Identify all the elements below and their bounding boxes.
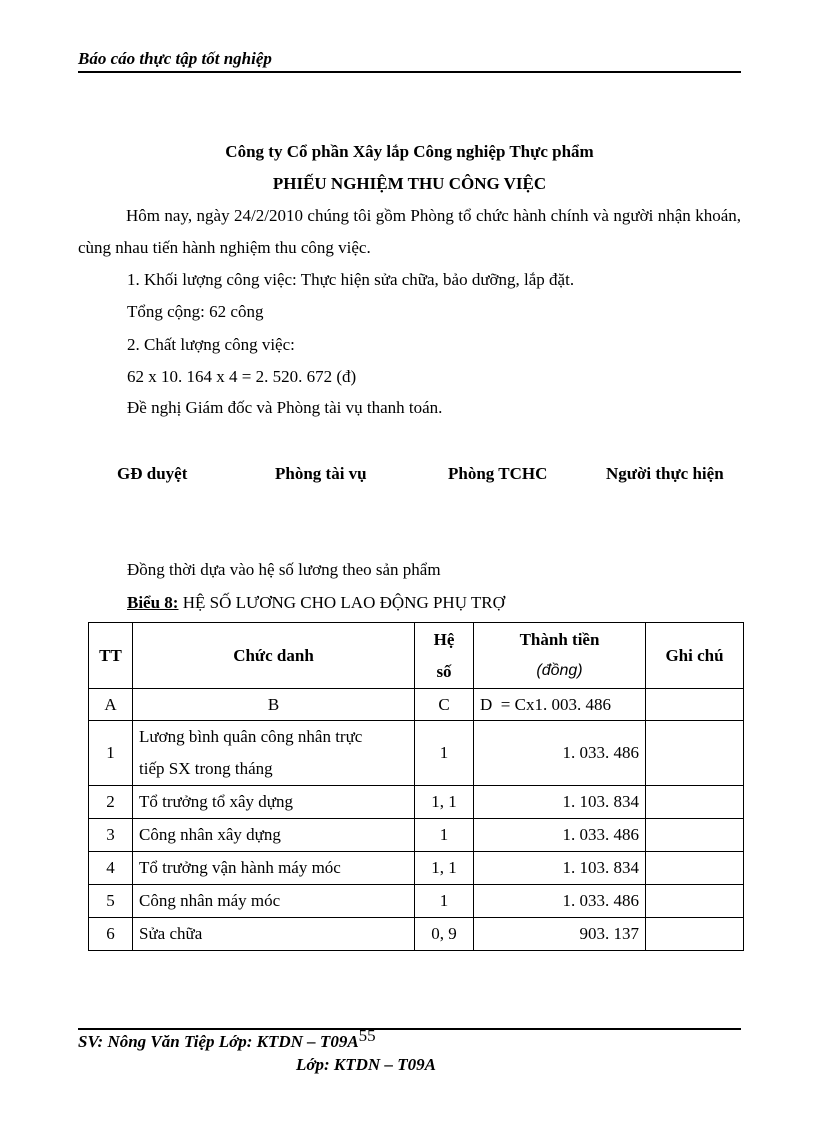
row-coefficient: 1 bbox=[415, 819, 474, 852]
signature-admin: Phòng TCHC bbox=[448, 464, 548, 483]
row-amount: 1. 033. 486 bbox=[474, 885, 646, 918]
row-tt: 1 bbox=[89, 721, 133, 786]
line-calculation: 62 x 10. 164 x 4 = 2. 520. 672 (đ) bbox=[127, 367, 357, 386]
row-title: Tổ trưởng tổ xây dựng bbox=[133, 786, 415, 819]
row-tt: 3 bbox=[89, 819, 133, 852]
code-d: D = Cx1. 003. 486 bbox=[474, 689, 646, 721]
header-coefficient-line2: số bbox=[436, 661, 452, 681]
header-notes: Ghi chú bbox=[646, 623, 744, 689]
signature-director: GĐ duyệt bbox=[117, 464, 188, 483]
row-title-line1: Lương bình quân công nhân trực bbox=[139, 727, 363, 746]
line-coefficient-basis: Đồng thời dựa vào hệ số lương theo sản phẩm bbox=[127, 560, 441, 579]
row-notes bbox=[646, 918, 744, 951]
footer-student-text: SV: Nông Văn Tiệp Lớp: KTDN – T09A bbox=[78, 1032, 359, 1051]
row-tt: 4 bbox=[89, 852, 133, 885]
row-coefficient: 1 bbox=[415, 721, 474, 786]
row-tt: 6 bbox=[89, 918, 133, 951]
row-coefficient: 1 bbox=[415, 885, 474, 918]
footer-student bbox=[78, 1026, 376, 1052]
line-quality: 2. Chất lượng công việc: bbox=[127, 335, 295, 354]
row-title: Công nhân máy móc bbox=[133, 885, 415, 918]
row-title: Tổ trưởng vận hành máy móc bbox=[133, 852, 415, 885]
line-request: Đề nghị Giám đốc và Phòng tài vụ thanh toán. bbox=[127, 398, 443, 417]
page-number: 55 bbox=[358, 1026, 376, 1045]
row-coefficient: 1, 1 bbox=[415, 786, 474, 819]
header-amount-label: Thành tiền bbox=[519, 630, 600, 649]
company-name: Công ty Cổ phần Xây lắp Công nghiệp Thực phẩm bbox=[225, 142, 594, 161]
row-coefficient: 1, 1 bbox=[415, 852, 474, 885]
salary-coefficient-table bbox=[88, 622, 744, 951]
row-amount: 1. 103. 834 bbox=[474, 786, 646, 819]
table-row bbox=[89, 786, 744, 819]
row-title-line2: tiếp SX trong tháng bbox=[139, 759, 273, 778]
header-tt: TT bbox=[89, 623, 133, 689]
table-row bbox=[89, 885, 744, 918]
header-amount bbox=[474, 623, 646, 689]
row-notes bbox=[646, 852, 744, 885]
table-header-row bbox=[89, 623, 744, 689]
row-title bbox=[133, 721, 415, 786]
row-amount: 1. 033. 486 bbox=[474, 721, 646, 786]
row-amount: 1. 103. 834 bbox=[474, 852, 646, 885]
table-row bbox=[89, 721, 744, 786]
document-title: PHIẾU NGHIỆM THU CÔNG VIỆC bbox=[272, 174, 547, 193]
row-notes bbox=[646, 885, 744, 918]
table-row bbox=[89, 918, 744, 951]
header-coefficient-line1: Hệ bbox=[433, 629, 455, 649]
table-caption bbox=[127, 593, 505, 613]
intro-paragraph: Hôm nay, ngày 24/2/2010 chúng tôi gồm Phòng tổ chức hành chính và người nhận khoán, cùng nhau tiến hành nghiệm thu công việc. bbox=[78, 206, 741, 257]
table-row bbox=[89, 852, 744, 885]
report-header-title: Báo cáo thực tập tốt nghiệp bbox=[78, 49, 272, 68]
row-title: Công nhân xây dựng bbox=[133, 819, 415, 852]
footer-rule bbox=[78, 1028, 741, 1030]
row-tt: 5 bbox=[89, 885, 133, 918]
table-code-row bbox=[89, 689, 744, 721]
code-a: A bbox=[89, 689, 133, 721]
header-title: Chức danh bbox=[133, 623, 415, 689]
code-c: C bbox=[415, 689, 474, 721]
signature-performer: Người thực hiện bbox=[606, 464, 724, 483]
header-rule bbox=[78, 71, 741, 73]
code-b: B bbox=[133, 689, 415, 721]
row-amount: 903. 137 bbox=[474, 918, 646, 951]
code-e bbox=[646, 689, 744, 721]
row-title: Sửa chữa bbox=[133, 918, 415, 951]
row-notes bbox=[646, 786, 744, 819]
table-row bbox=[89, 819, 744, 852]
footer-class: Lớp: KTDN – T09A bbox=[296, 1055, 436, 1074]
table-caption-label: Biểu 8: bbox=[127, 593, 179, 612]
row-notes bbox=[646, 819, 744, 852]
line-total: Tổng cộng: 62 công bbox=[127, 302, 264, 321]
row-notes bbox=[646, 721, 744, 786]
line-work-volume: 1. Khối lượng công việc: Thực hiện sửa chữa, bảo dưỡng, lắp đặt. bbox=[127, 270, 575, 289]
row-coefficient: 0, 9 bbox=[415, 918, 474, 951]
header-amount-unit: (đồng) bbox=[536, 662, 583, 679]
row-amount: 1. 033. 486 bbox=[474, 819, 646, 852]
header-coefficient bbox=[415, 623, 474, 689]
row-tt: 2 bbox=[89, 786, 133, 819]
signature-finance: Phòng tài vụ bbox=[275, 464, 367, 483]
table-caption-text: HỆ SỐ LƯƠNG CHO LAO ĐỘNG PHỤ TRỢ bbox=[178, 593, 505, 612]
